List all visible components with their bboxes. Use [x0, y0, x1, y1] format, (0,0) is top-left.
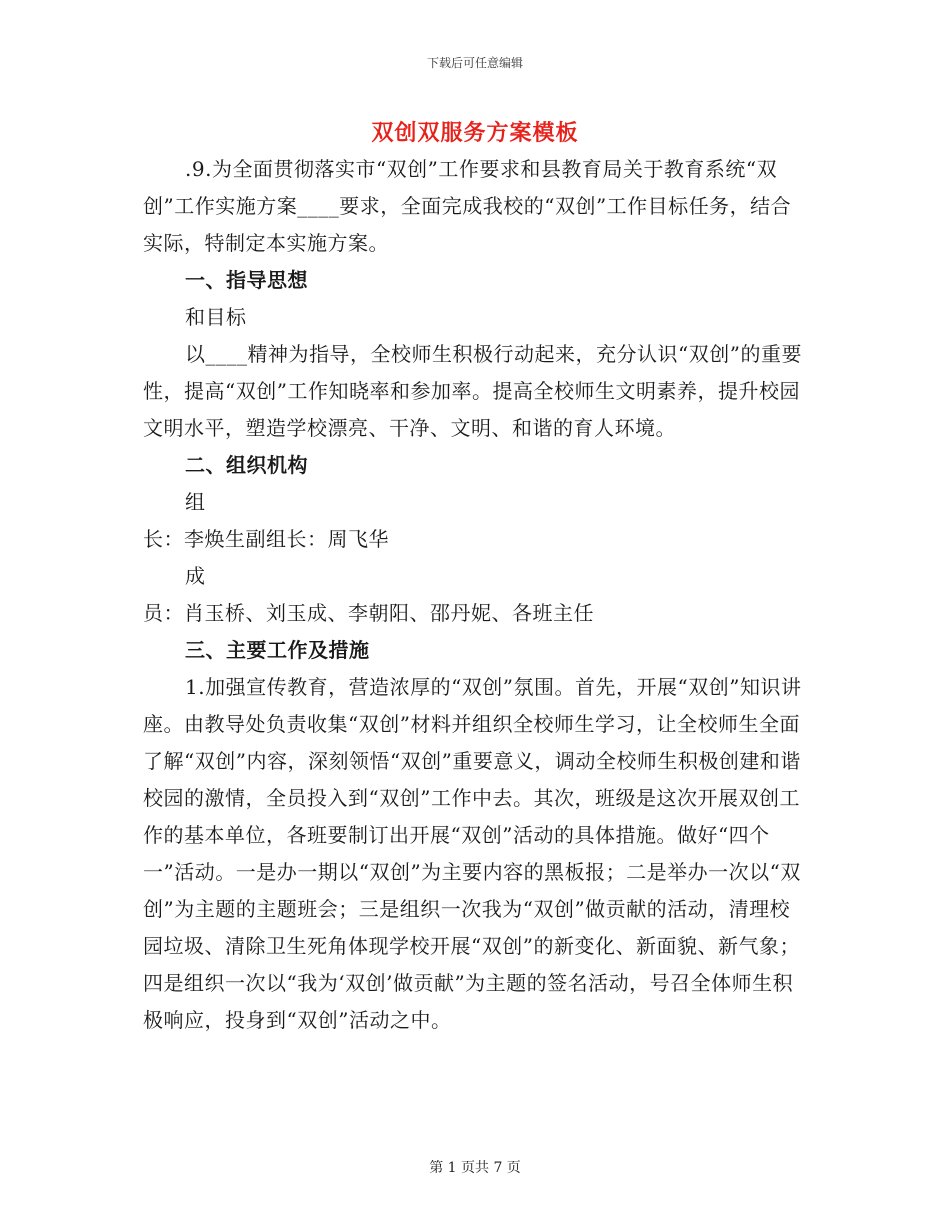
measures-paragraph: 1.加强宣传教育，营造浓厚的“双创”氛围。首先，开展“双创”知识讲座。由教导处负责收集“双创”材料并组织全校师生学习，让全校师生全面了解“双创”内容，深刻领悟“双创”重要意义，调动全校师生积极创建和谐校园的激情，全员投入到“双创”工作中去。其次，班级是这次开展双创工作的基本单位，各班要制订出开展“双创”活动的具体措施。做好“四个一”活动。一是办一期以“双创”为主要内容的黑板报；二是举办一次以“双创”为主题的主题班会；三是组织一次我为“双创”做贡献的活动，清理校园垃圾、清除卫生死角体现学校开展“双创”的新变化、新面貌、新气象；四是组织一次以“我为‘双创’做贡献”为主题的签名活动，号召全体师生积极响应，投身到“双创”活动之中。 — [143, 675, 802, 1032]
org-line-4: 员：肖玉桥、刘玉成、李朝阳、邵丹妮、各班主任 — [143, 601, 594, 625]
section-heading-1-continuation: 和目标 — [185, 305, 247, 329]
guiding-paragraph: 以____精神为指导，全校师生积极行动起来，充分认识“双创”的重要性，提高“双创”工作知晓率和参加率。提高全校师生文明素养，提升校园文明水平，塑造学校漂亮、干净、文明、和谐的育人环境。 — [143, 342, 802, 440]
intro-paragraph: .9.为全面贯彻落实市“双创”工作要求和县教育局关于教育系统“双创”工作实施方案____要求，全面完成我校的“双创”工作目标任务，结合实际，特制定本实施方案。 — [143, 157, 792, 255]
document-body — [143, 151, 809, 1039]
section-heading-3: 三、主要工作及措施 — [185, 638, 370, 662]
section-heading-1: 一、指导思想 — [185, 268, 308, 292]
org-line-2: 长：李焕生副组长：周飞华 — [143, 527, 389, 551]
document-title: 双创双服务方案模板 — [371, 120, 579, 146]
page-footer: 第 1 页共 7 页 — [429, 1160, 521, 1176]
section-heading-2: 二、组织机构 — [185, 453, 308, 477]
header-note: 下载后可任意编辑 — [426, 56, 523, 70]
org-line-1: 组 — [185, 490, 206, 514]
org-line-3: 成 — [185, 564, 206, 588]
